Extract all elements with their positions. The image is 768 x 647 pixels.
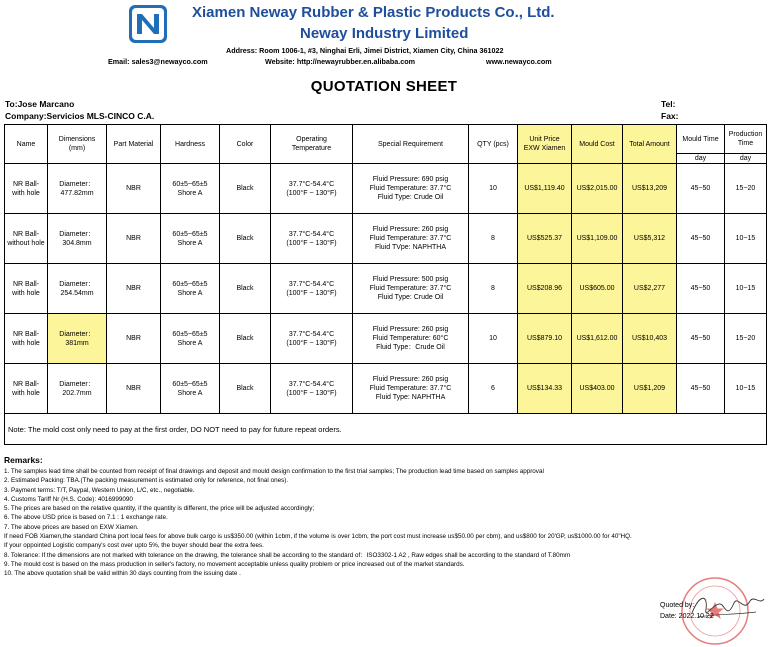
cell-color: Black (220, 364, 271, 414)
col-header-mould-cost: Mould Cost (572, 125, 623, 164)
cell-mould-time: 45~50 (677, 214, 725, 264)
cell-dimensions-highlighted: Diameter： 381mm (48, 314, 107, 364)
col-header-color: Color (220, 125, 271, 164)
cell-mould-cost: US$1,612.00 (572, 314, 623, 364)
note-row (5, 414, 767, 445)
cell-mould-time: 45~50 (677, 314, 725, 364)
cell-total: US$10,403 (623, 314, 677, 364)
company-website: Website: http://newayrubber.en.alibaba.com (265, 57, 416, 66)
cell-dimensions: Diameter： 254.54mm (48, 264, 107, 314)
col-header-qty: QTY (pcs) (469, 125, 518, 164)
cell-material: NBR (107, 214, 161, 264)
remarks-section (4, 455, 766, 579)
company-address: Address: Room 1006-1, #3, Ninghai Erli, Jimei District, Xiamen City, China 361022 (226, 46, 504, 55)
cell-color: Black (220, 164, 271, 214)
cell-temperature: 37.7°C-54.4°C (100°F ~ 130°F) (271, 264, 353, 314)
cell-unit-price: US$879.10 (518, 314, 572, 364)
remark-item: 8. Tolerance: If the dimensions are not marked with tolerance on the drawing, the tolerance shall be according to the standard of：ISO3302-1 A2 , Raw edges shall be according to the standard of T.80mm (4, 551, 571, 559)
col-header-material: Part Material (107, 125, 161, 164)
table-row (5, 214, 767, 264)
handwritten-signature (688, 587, 768, 627)
cell-qty: 10 (469, 164, 518, 214)
cell-material: NBR (107, 314, 161, 364)
cell-mould-time: 45~50 (677, 164, 725, 214)
table-header-row (5, 125, 767, 154)
page-title: QUOTATION SHEET (310, 78, 458, 95)
col-header-unit-price: Unit Price EXW Xiamen (518, 125, 572, 164)
cell-name: NR Ball- with hole (5, 264, 48, 314)
cell-dimensions: Diameter： 202.7mm (48, 364, 107, 414)
cell-unit-price: US$525.37 (518, 214, 572, 264)
cell-hardness: 60±5~65±5 Shore A (161, 214, 220, 264)
cell-requirement: Fluid Pressure: 260 psig Fluid Temperature: 37.7°C Fluid Type: NAPHTHA (353, 364, 469, 414)
company-website-2: www.newayco.com (486, 57, 552, 66)
cell-name: NR Ball- with hole (5, 164, 48, 214)
cell-color: Black (220, 214, 271, 264)
cell-qty: 8 (469, 214, 518, 264)
remark-item: 7. The above prices are based on EXW Xiamen. (4, 523, 139, 531)
cell-temperature: 37.7°C-54.4°C (100°F ~ 130°F) (271, 314, 353, 364)
cell-requirement: Fluid Pressure: 500 psig Fluid Temperature: 37.7°C Fluid Type: Crude Oil (353, 264, 469, 314)
cell-hardness: 60±5~65±5 Shore A (161, 364, 220, 414)
cell-production-time: 10~15 (725, 364, 767, 414)
cell-production-time: 15~20 (725, 164, 767, 214)
cell-material: NBR (107, 164, 161, 214)
cell-mould-time: 45~50 (677, 264, 725, 314)
cell-total: US$5,312 (623, 214, 677, 264)
cell-qty: 6 (469, 364, 518, 414)
cell-unit-price: US$208.96 (518, 264, 572, 314)
cell-temperature: 37.7°C-54.4°C (100°F ~ 130°F) (271, 214, 353, 264)
mould-time-unit: day (677, 154, 725, 164)
remark-item: 3. Payment terms: T/T, Paypal, Western Union, L/C, etc., negotiable. (4, 486, 195, 494)
table-row (5, 364, 767, 414)
cell-total: US$13,209 (623, 164, 677, 214)
remark-item: 5. The prices are based on the relative quantity, if the quantity is different, the price will be adjusted accordingly; (4, 505, 315, 513)
recipient-company: Company:Servicios MLS-CINCO C.A. (5, 111, 155, 121)
remark-item: 1. The samples lead time shall be counted from receipt of final drawings and deposit and mould design confirmation to the first trial samples; The production lead time based on samples approval (4, 468, 544, 475)
cell-hardness: 60±5~65±5 Shore A (161, 264, 220, 314)
remark-item: 6. The above USD price is based on 7.1 : 1 exchange rate. (4, 514, 168, 522)
table-row (5, 264, 767, 314)
cell-unit-price: US$134.33 (518, 364, 572, 414)
remark-item: 9. The mould cost is based on the mass production in seller's factory, no movement acceptable unless quality problem or price increased out of the market standards. (4, 560, 465, 568)
col-header-mould-time: Mould Time (677, 125, 725, 154)
cell-requirement: Fluid Pressure: 690 psig Fluid Temperature: 37.7°C Fluid Type: Crude Oil (353, 164, 469, 214)
cell-name: NR Ball- without hole (5, 214, 48, 264)
cell-production-time: 10~15 (725, 214, 767, 264)
col-header-requirement: Special Requirement (353, 125, 469, 164)
table-row (5, 164, 767, 214)
company-email: Email: sales3@newayco.com (108, 57, 208, 66)
cell-color: Black (220, 264, 271, 314)
cell-temperature: 37.7°C-54.4°C (100°F ~ 130°F) (271, 364, 353, 414)
col-header-hardness: Hardness (161, 125, 220, 164)
cell-mould-cost: US$403.00 (572, 364, 623, 414)
remark-item: If your oppointed Logistic company's cost over upto 5%, the buyer should bear the extra fees. (4, 542, 264, 550)
cell-temperature: 37.7°C-54.4°C (100°F ~ 130°F) (271, 164, 353, 214)
cell-production-time: 15~20 (725, 314, 767, 364)
company-name: Xiamen Neway Rubber & Plastic Products Co., Ltd. (192, 4, 555, 21)
cell-mould-cost: US$1,109.00 (572, 214, 623, 264)
cell-hardness: 60±5~65±5 Shore A (161, 314, 220, 364)
cell-mould-time: 45~50 (677, 364, 725, 414)
quotation-table (4, 124, 767, 445)
cell-name: NR Ball- with hole (5, 314, 48, 364)
cell-production-time: 10~15 (725, 264, 767, 314)
cell-material: NBR (107, 364, 161, 414)
cell-material: NBR (107, 264, 161, 314)
remarks-title: Remarks: (4, 455, 43, 465)
col-header-name: Name (5, 125, 48, 164)
note-text: Note: The mold cost only need to pay at the first order, DO NOT need to pay for future repeat orders. (5, 414, 767, 445)
tel-label: Tel: (661, 99, 676, 109)
cell-requirement: Fluid Pressure: 260 psig Fluid Temperature: 37.7°C Fluid TVpe: NAPHTHA (353, 214, 469, 264)
recipient-to: To:Jose Marcano (5, 99, 75, 109)
col-header-production-time: Production Time (725, 125, 767, 154)
cell-dimensions: Diameter： 304.8mm (48, 214, 107, 264)
cell-total: US$2,277 (623, 264, 677, 314)
cell-requirement: Fluid Pressure: 260 psig Fluid Temperature: 60°C Fluid Type：Crude Oil (353, 314, 469, 364)
company-logo (128, 4, 168, 44)
col-header-temperature: Operating Temperature (271, 125, 353, 164)
remark-item: If need FOB Xiamen,the standard China port local fees for above bulk cargo is us$350.00 (within 1cbm, if the volume is over 1cbm, the port cost must increase us$50.00 per cbm), and us$800 for 20'GP, us$1000.00 for 40"HQ. (4, 533, 632, 541)
cell-total: US$1,209 (623, 364, 677, 414)
quoted-by-label: Quoted by: (660, 602, 695, 609)
cell-hardness: 60±5~65±5 Shore A (161, 164, 220, 214)
fax-label: Fax: (661, 111, 679, 121)
production-time-unit: day (725, 154, 767, 164)
cell-name: NR Ball- with hole (5, 364, 48, 414)
cell-mould-cost: US$605.00 (572, 264, 623, 314)
cell-unit-price: US$1,119.40 (518, 164, 572, 214)
cell-dimensions: Diameter： 477.82mm (48, 164, 107, 214)
col-header-dimensions: Dimensions (mm) (48, 125, 107, 164)
table-row (5, 314, 767, 364)
remark-item: 2. Estimated Packing: TBA.(The packing measurement is estimated only for reference, not final ones). (4, 477, 289, 485)
remark-item: 4. Customs Tariff Nr (H.S. Code): 4016999090 (4, 495, 133, 503)
cell-color: Black (220, 314, 271, 364)
cell-qty: 8 (469, 264, 518, 314)
cell-mould-cost: US$2,015.00 (572, 164, 623, 214)
quote-date: Date: 2022.10.22 (660, 613, 714, 620)
col-header-total: Total Amount (623, 125, 677, 164)
remark-item: 10. The above quotation shall be valid within 30 days counting from the issuing date . (4, 570, 241, 578)
cell-qty: 10 (469, 314, 518, 364)
company-short-name: Neway Industry Limited (300, 25, 469, 42)
